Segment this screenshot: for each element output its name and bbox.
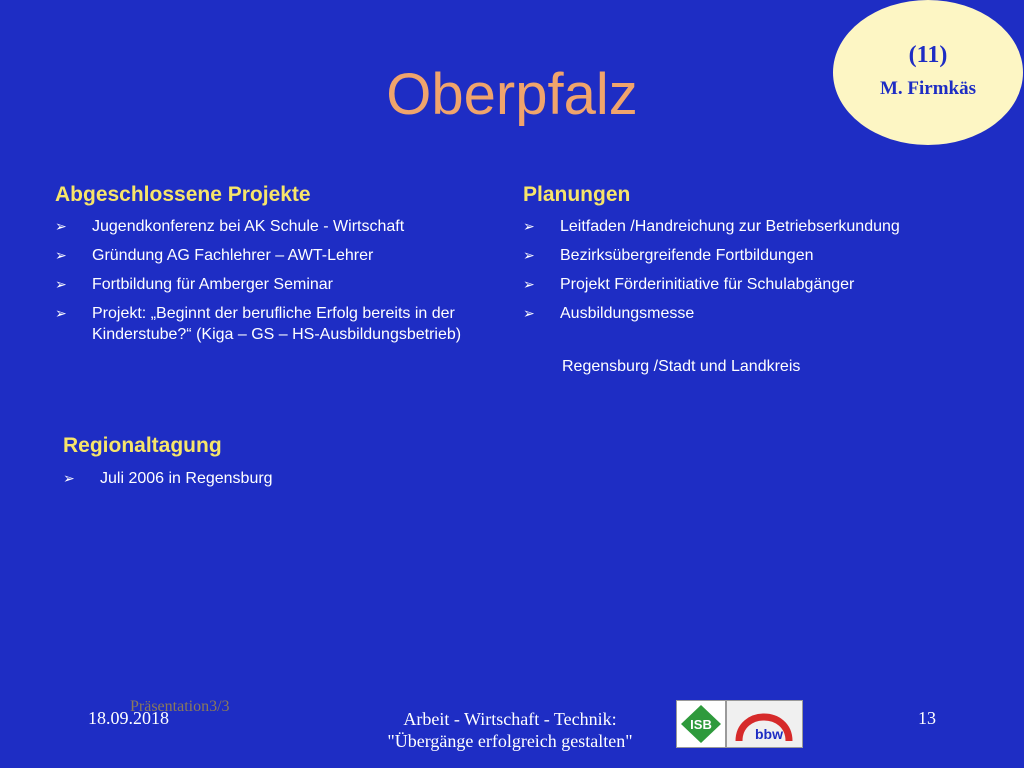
left-heading: Abgeschlossene Projekte	[55, 183, 311, 206]
list-item: ➢ Gründung AG Fachlehrer – AWT-Lehrer	[55, 247, 374, 264]
badge-number: (11)	[908, 42, 948, 68]
slide-title: Oberpfalz	[386, 62, 638, 127]
right-heading: Planungen	[523, 183, 631, 206]
arrow-bullet-icon: ➢	[523, 276, 535, 292]
list-item: ➢ Jugendkonferenz bei AK Schule - Wirtschaft	[55, 218, 405, 235]
list-item: ➢ Projekt Förderinitiative für Schulabgänger	[523, 276, 855, 293]
list-item: ➢ Ausbildungsmesse	[523, 305, 695, 322]
arrow-bullet-icon: ➢	[523, 218, 535, 234]
arrow-bullet-icon: ➢	[55, 276, 67, 292]
list-item: ➢ Bezirksübergreifende Fortbildungen	[523, 247, 814, 264]
footer-filename: Präsentation3/3	[130, 698, 230, 715]
right-list	[523, 216, 943, 332]
regional-heading: Regionaltagung	[63, 434, 222, 457]
arrow-bullet-icon: ➢	[63, 470, 75, 486]
left-list	[55, 216, 495, 353]
right-continuation: Regensburg /Stadt und Landkreis	[562, 358, 801, 375]
arrow-bullet-icon: ➢	[55, 247, 67, 263]
arrow-bullet-icon: ➢	[55, 305, 67, 321]
isb-logo	[676, 700, 726, 748]
footer-date: 18.09.2018	[88, 708, 169, 728]
svg-text:bbw: bbw	[755, 726, 783, 742]
arrow-bullet-icon: ➢	[523, 247, 535, 263]
page-number: 13	[918, 708, 936, 728]
list-item: ➢ Projekt: „Beginnt der berufliche Erfolg bereits in der Kinderstube?“ (Kiga – GS – HS-Ausbildungsbetrieb)	[55, 305, 462, 343]
footer-title: Arbeit - Wirtschaft - Technik: "Übergänge erfolgreich gestalten"	[387, 709, 633, 751]
regional-list	[63, 468, 463, 497]
list-item: ➢ Juli 2006 in Regensburg	[63, 470, 273, 487]
svg-text:ISB: ISB	[690, 717, 712, 732]
list-item: ➢ Leitfaden /Handreichung zur Betriebserkundung	[523, 218, 900, 235]
bbw-logo	[726, 700, 803, 748]
list-item: ➢ Fortbildung für Amberger Seminar	[55, 276, 333, 293]
arrow-bullet-icon: ➢	[523, 305, 535, 321]
badge-name: M. Firmkäs	[879, 78, 977, 99]
arrow-bullet-icon: ➢	[55, 218, 67, 234]
